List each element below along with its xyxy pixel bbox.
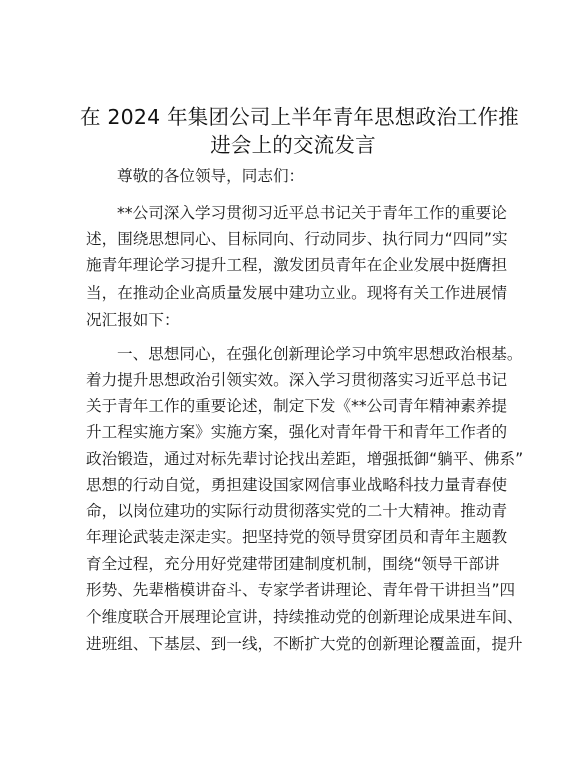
- paragraph-2-line-5: 政治锻造，通过对标先辈讨论找出差距，增强抵御“躺平、佛系”: [86, 450, 524, 468]
- document-title-line-1: 在 2024 年集团公司上半年青年思想政治工作推: [80, 105, 520, 129]
- paragraph-2-line-2: 着力提升思想政治引领实效。深入学习贯彻落实习近平总书记: [86, 371, 508, 389]
- paragraph-1-line-4: 当，在推动企业高质量发展中建功立业。现将有关工作进展情: [86, 284, 508, 302]
- paragraph-2-line-7: 命，以岗位建功的实际行动贯彻落实党的二十大精神。推动青: [86, 502, 508, 520]
- paragraph-2-line-9: 育全过程，充分用好党建带团建制度机制，围绕“领导干部讲: [86, 555, 500, 573]
- paragraph-1-line-5: 况汇报如下：: [86, 311, 180, 329]
- paragraph-2-line-1: 一、思想同心，在强化创新理论学习中筑牢思想政治根基。: [117, 345, 523, 363]
- paragraph-2-line-6: 思想的行动自觉，勇担建设国家网信事业战略科技力量青春使: [86, 476, 508, 494]
- paragraph-1-line-2: 述，围绕思想同心、目标同向、行动同步、执行同力“四同”实: [86, 230, 508, 248]
- paragraph-1-line-3: 施青年理论学习提升工程，激发团员青年在企业发展中挺膺担: [86, 256, 508, 274]
- paragraph-2-line-12: 进班组、下基层、到一线，不断扩大党的创新理论覆盖面，提升: [86, 635, 523, 653]
- paragraph-2-line-3: 关于青年工作的重要论述，制定下发《**公司青年精神素养提: [86, 397, 508, 415]
- paragraph-2-line-4: 升工程实施方案》实施方案，强化对青年骨干和青年工作者的: [86, 423, 508, 441]
- paragraph-2-line-11: 个维度联合开展理论宣讲，持续推动党的创新理论成果进车间、: [86, 608, 523, 626]
- paragraph-2-line-10: 形势、先辈楷模讲奋斗、专家学者讲理论、青年骨干讲担当”四: [86, 581, 516, 599]
- paragraph-2-line-8: 年理论武装走深走实。把坚持党的领导贯穿团员和青年主题教: [86, 528, 508, 546]
- salutation: 尊敬的各位领导，同志们：: [117, 167, 305, 185]
- paragraph-1-line-1: **公司深入学习贯彻习近平总书记关于青年工作的重要论: [117, 204, 507, 222]
- document-title-line-2: 进会上的交流发言: [210, 133, 376, 157]
